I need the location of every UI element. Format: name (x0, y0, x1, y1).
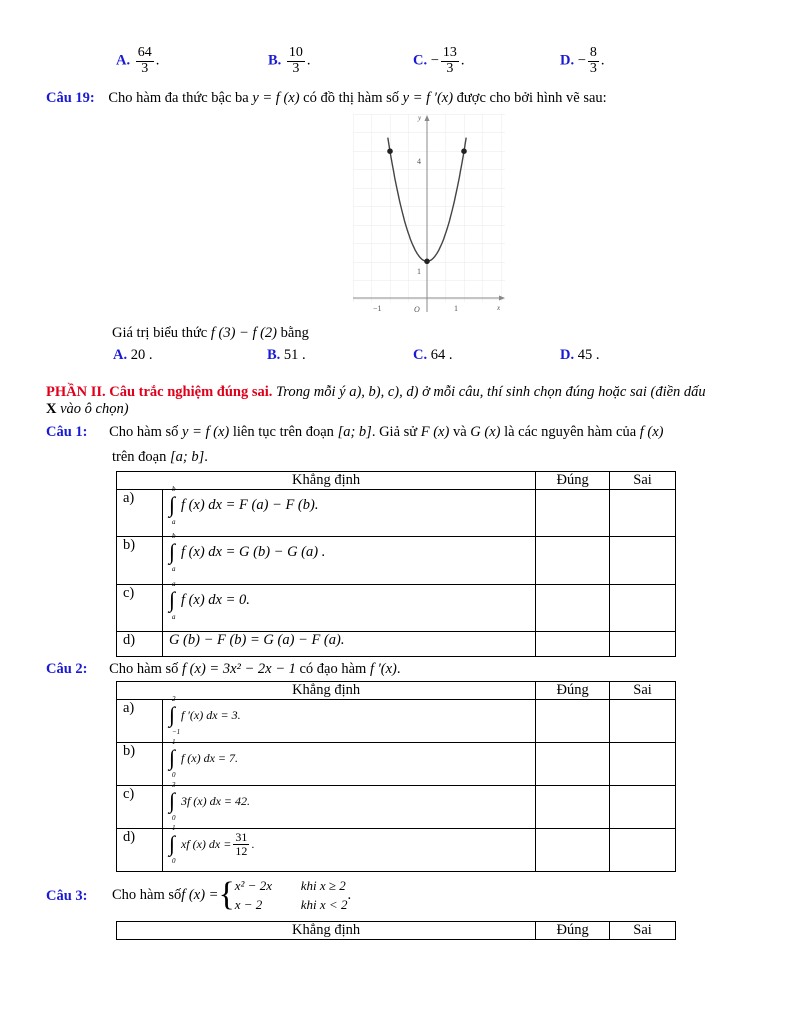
table-row: c) ∫ a a f (x) dx = 0. (117, 585, 676, 632)
tick-y-1: 1 (417, 267, 421, 276)
table-header: Khẳng định Đúng Sai (117, 922, 676, 940)
table-row: b) ∫ 1 0 f (x) dx = 7. (117, 743, 676, 786)
q18-answer-a[interactable]: A. $\frac{64}{3}$ . (116, 45, 160, 76)
q19-ask: Giá trị biểu thức f (3) − f (2) bằng (112, 325, 309, 341)
c2-c-true-cell[interactable] (536, 786, 610, 829)
c3-label: Câu 3: (46, 888, 88, 904)
x-axis-label: x (497, 304, 501, 312)
c1-a-false-cell[interactable] (610, 490, 676, 537)
c1-d-false-cell[interactable] (610, 632, 676, 657)
graph-point-0 (387, 148, 393, 154)
q18-answer-d[interactable]: D. − $\frac{8}{3}$ . (560, 45, 605, 76)
table-row: a) ∫ 2 −1 f ′(x) dx = 3. (117, 700, 676, 743)
tick-y-4: 4 (417, 157, 421, 166)
c3-stem: Cho hàm số f (x) = { x² − 2x khi x ≥ 2 x − 2 khi x < 2 . (112, 876, 352, 913)
c2-c-false-cell[interactable] (610, 786, 676, 829)
part2-heading: PHẦN II. Câu trắc nghiệm đúng sai. Trong mỗi ý a), b), c), d) ở mỗi câu, thí sinh chọn đúng hoặc sai (điền dấu X vào ô chọn) (46, 384, 706, 417)
table-row: d) ∫ 1 0 xf (x) dx = $\frac{31}{12}$ . (117, 829, 676, 872)
piecewise-brace: { (218, 876, 235, 913)
c1-b-true-cell[interactable] (536, 537, 610, 585)
c1-table (116, 471, 676, 657)
c2-b-false-cell[interactable] (610, 743, 676, 786)
c1-c-true-cell[interactable] (536, 585, 610, 632)
q18-answer-c[interactable]: C. − $\frac{13}{3}$ . (413, 45, 465, 76)
y-axis-label: y (418, 114, 422, 122)
q18-answer-b[interactable]: B. $\frac{10}{3}$ . (268, 45, 311, 76)
graph-grid (353, 114, 505, 302)
c3-table (116, 921, 676, 940)
derivative-graph (350, 112, 510, 322)
c2-stem: Câu 2: Cho hàm số f (x) = 3x² − 2x − 1 có đạo hàm f ′(x). (46, 661, 401, 677)
c2-a-false-cell[interactable] (610, 700, 676, 743)
q19-answer-b[interactable]: B. 51 . (267, 347, 306, 363)
c2-table (116, 681, 676, 872)
c1-a-true-cell[interactable] (536, 490, 610, 537)
table-header: Khẳng định Đúng Sai (117, 682, 676, 700)
tick-x-1: 1 (454, 304, 458, 313)
tick-x-neg1: −1 (373, 304, 382, 313)
c1-stem: Câu 1: Cho hàm số y = f (x) liên tục trên đoạn [a; b]. Giả sử F (x) và G (x) là các nguyên hàm của f (x) (46, 424, 664, 440)
table-row: c) ∫ 3 0 3f (x) dx = 42. (117, 786, 676, 829)
c1-stem-line2: trên đoạn [a; b]. (112, 449, 208, 465)
table-row: d) G (b) − F (b) = G (a) − F (a). (117, 632, 676, 657)
table-row: b) ∫ b a f (x) dx = G (b) − G (a) . (117, 537, 676, 585)
q19-answer-c[interactable]: C. 64 . (413, 347, 453, 363)
c2-a-true-cell[interactable] (536, 700, 610, 743)
c1-b-false-cell[interactable] (610, 537, 676, 585)
c1-c-false-cell[interactable] (610, 585, 676, 632)
graph-point-1 (424, 259, 430, 265)
c2-d-true-cell[interactable] (536, 829, 610, 872)
table-row: a) ∫ b a f (x) dx = F (a) − F (b). (117, 490, 676, 537)
origin-label: O (414, 305, 420, 314)
c2-b-true-cell[interactable] (536, 743, 610, 786)
graph-point-2 (461, 148, 467, 154)
q19-answer-d[interactable]: D. 45 . (560, 347, 600, 363)
c1-d-true-cell[interactable] (536, 632, 610, 657)
table-header: Khẳng định Đúng Sai (117, 472, 676, 490)
c2-d-false-cell[interactable] (610, 829, 676, 872)
q19-stem: Câu 19: Cho hàm đa thức bậc ba y = f (x) có đồ thị hàm số y = f ′(x) được cho bởi hình vẽ sau: (46, 90, 607, 106)
q19-answer-a[interactable]: A. 20 . (113, 347, 153, 363)
